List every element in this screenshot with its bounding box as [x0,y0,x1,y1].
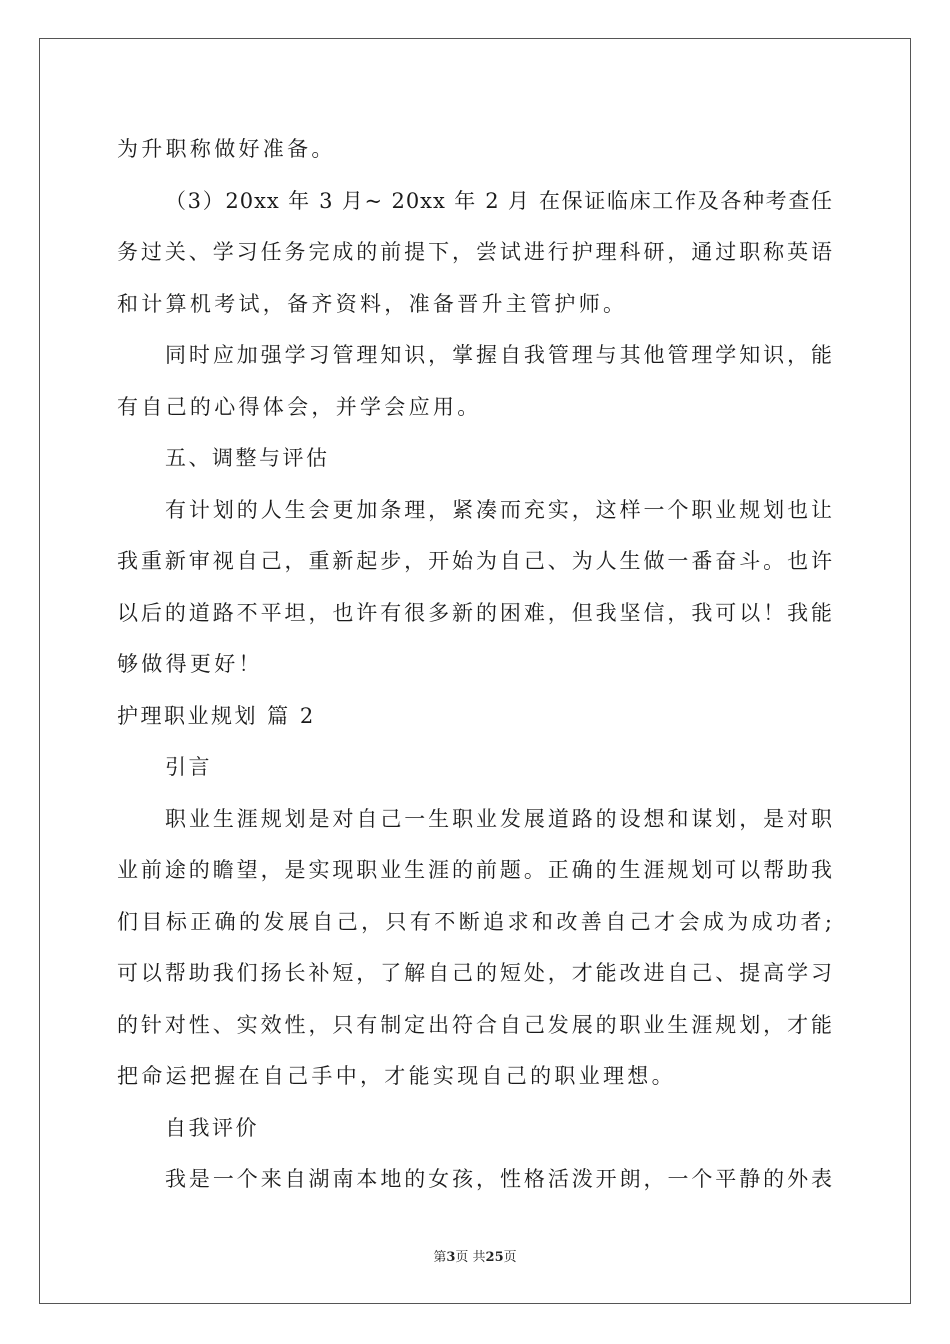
page-footer [0,1246,950,1265]
paragraph-line: （3）20xx 年 3 月~ 20xx 年 2 月 在保证临床工作及各种考查任 [165,188,833,213]
paragraph-line: 和计算机考试，备齐资料，准备晋升主管护师。 [117,291,628,316]
footer-suffix: 页 [503,1250,517,1265]
total-page-count: 25 [485,1250,504,1265]
paragraph-line: 务过关、学习任务完成的前提下，尝试进行护理科研，通过职称英语 [117,240,833,264]
paragraph-line: 有自己的心得体会，并学会应用。 [117,394,482,419]
section-heading: 引言 [165,755,212,779]
paragraph-line: 以后的道路不平坦，也许有很多新的困难，但我坚信，我可以！我能 [117,600,833,625]
paragraph-line: 把命运把握在自己手中，才能实现自己的职业理想。 [117,1064,676,1088]
paragraph-line: 我重新审视自己，重新起步，开始为自己、为人生做一番奋斗。也许 [117,549,833,573]
section-heading: 自我评价 [165,1115,259,1140]
footer-mid: 页 共 [455,1250,486,1265]
paragraph-line: 够做得更好！ [117,652,263,676]
article-title: 护理职业规划 篇 2 [117,703,316,728]
paragraph-line: 我是一个来自湖南本地的女孩，性格活泼开朗，一个平静的外表 [165,1167,833,1191]
paragraph-line: 同时应加强学习管理知识，掌握自我管理与其他管理学知识，能 [165,343,833,367]
paragraph-line: 可以帮助我们扬长补短，了解自己的短处，才能改进自己、提高学习 [117,961,833,985]
paragraph-line: 业前途的瞻望，是实现职业生涯的前题。正确的生涯规划可以帮助我 [117,858,833,882]
paragraph-line: 的针对性、实效性，只有制定出符合自己发展的职业生涯规划，才能 [117,1012,833,1037]
section-heading: 五、调整与评估 [165,446,330,470]
paragraph-line: 为升职称做好准备。 [117,137,336,161]
paragraph-line: 们目标正确的发展自己，只有不断追求和改善自己才会成为成功者; [117,909,833,934]
document-body [117,124,833,1206]
paragraph-line: 职业生涯规划是对自己一生职业发展道路的设想和谋划，是对职 [165,806,833,831]
paragraph-line: 有计划的人生会更加条理，紧凑而充实，这样一个职业规划也让 [165,497,833,522]
current-page-number: 3 [446,1250,456,1265]
footer-prefix: 第 [433,1250,447,1265]
